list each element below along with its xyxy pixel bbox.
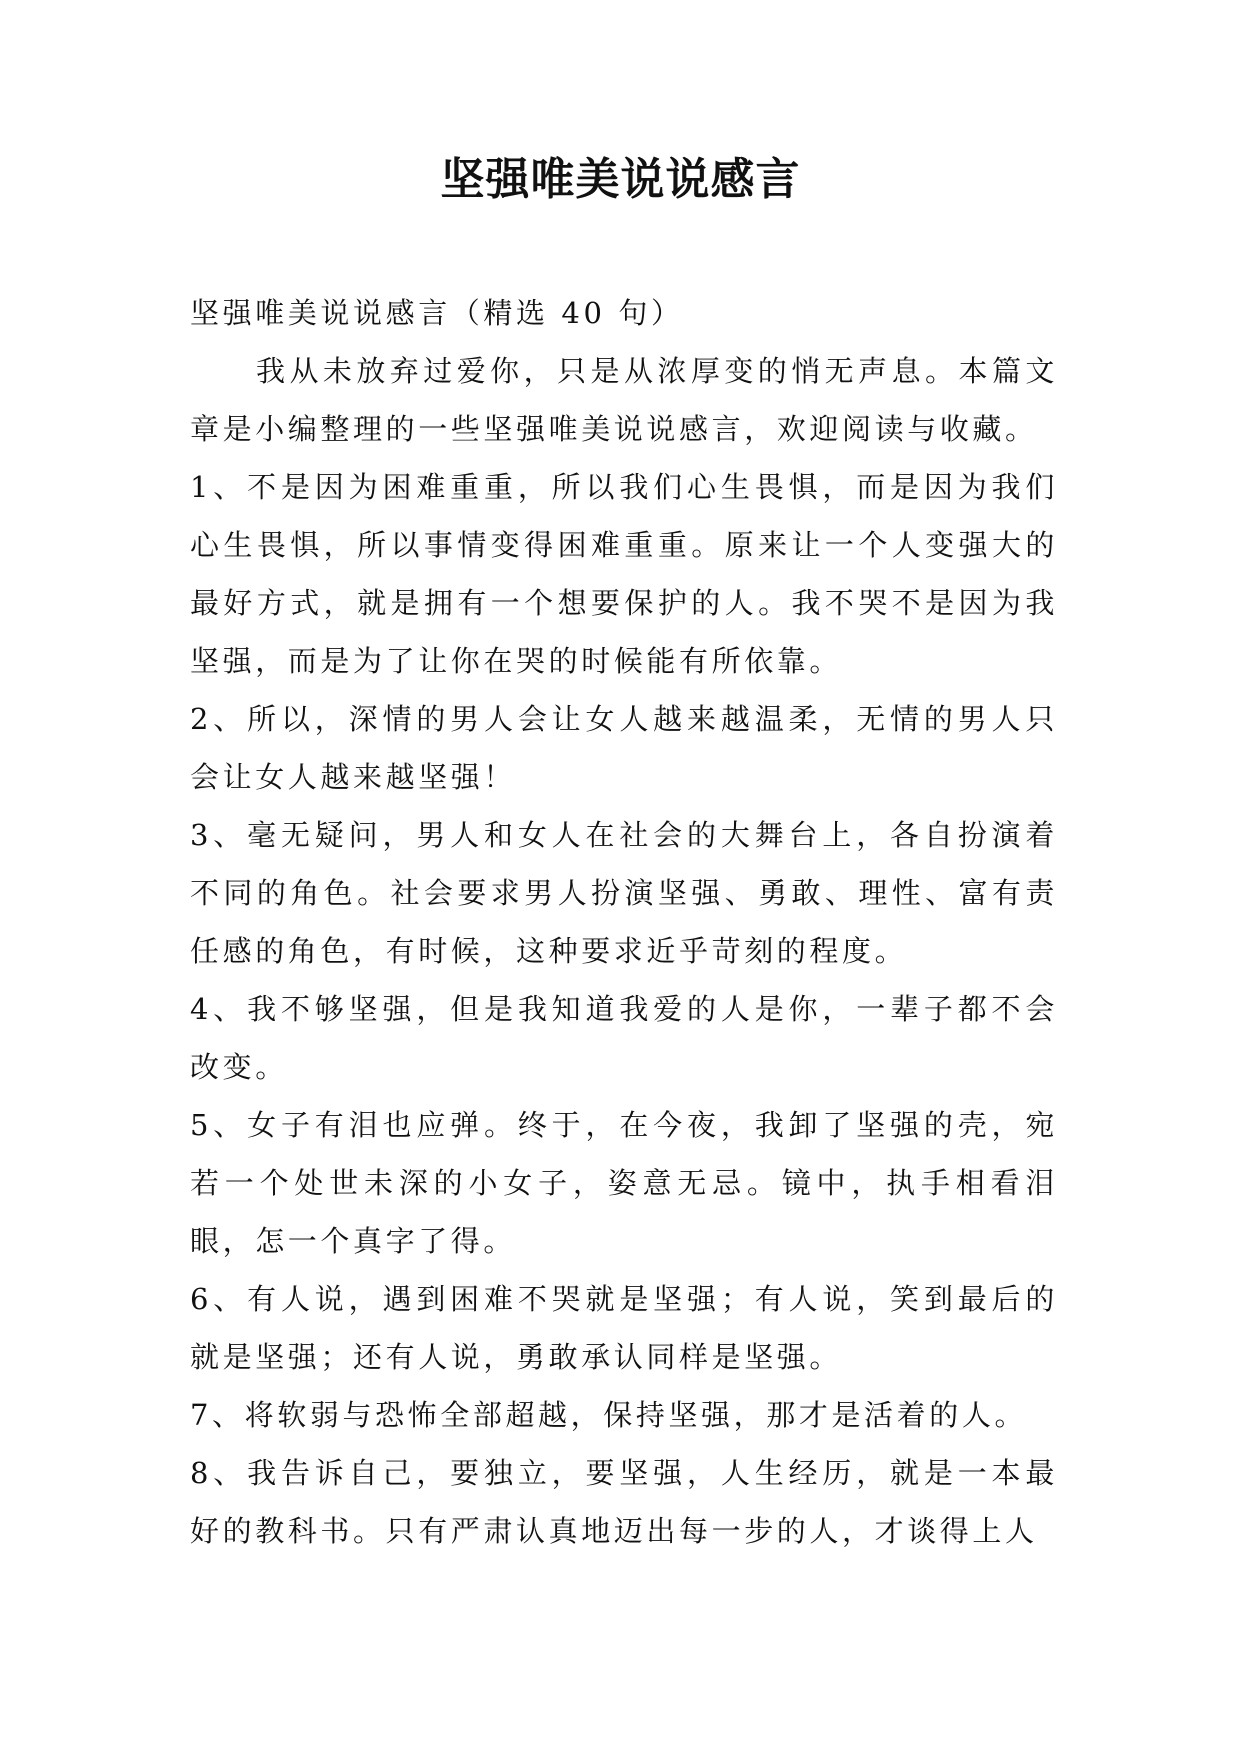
intro-paragraph: 我从未放弃过爱你，只是从浓厚变的悄无声息。本篇文章是小编整理的一些坚强唯美说说感言，欢迎阅读与收藏。 — [190, 354, 1058, 446]
list-item: 2、所以，深情的男人会让女人越来越温柔，无情的男人只会让女人越来越坚强！ — [190, 702, 1058, 794]
page-title: 坚强唯美说说感言 — [440, 154, 801, 205]
list-item: 3、毫无疑问，男人和女人在社会的大舞台上，各自扮演着不同的角色。社会要求男人扮演坚强、勇敢、理性、富有责任感的角色，有时候，这种要求近乎苛刻的程度。 — [190, 818, 1058, 968]
list-item: 1、不是因为困难重重，所以我们心生畏惧，而是因为我们心生畏惧，所以事情变得困难重重。原来让一个人变强大的最好方式，就是拥有一个想要保护的人。我不哭不是因为我坚强，而是为了让你在哭的时候能有所依靠。 — [190, 470, 1058, 678]
list-item: 8、我告诉自己，要独立，要坚强，人生经历，就是一本最好的教科书。只有严肃认真地迈出每一步的人，才谈得上人 — [190, 1456, 1058, 1548]
list-item: 6、有人说，遇到困难不哭就是坚强；有人说，笑到最后的就是坚强；还有人说，勇敢承认同样是坚强。 — [190, 1282, 1058, 1374]
list-item: 7、将软弱与恐怖全部超越，保持坚强，那才是活着的人。 — [190, 1398, 1028, 1432]
document-subtitle: 坚强唯美说说感言（精选 40 句） — [190, 296, 684, 330]
list-item: 4、我不够坚强，但是我知道我爱的人是你，一辈子都不会改变。 — [190, 992, 1058, 1084]
document-body — [190, 284, 1058, 1560]
list-item: 5、女子有泪也应弹。终于，在今夜，我卸了坚强的壳，宛若一个处世未深的小女子，姿意无忌。镜中，执手相看泪眼，怎一个真字了得。 — [190, 1108, 1058, 1258]
